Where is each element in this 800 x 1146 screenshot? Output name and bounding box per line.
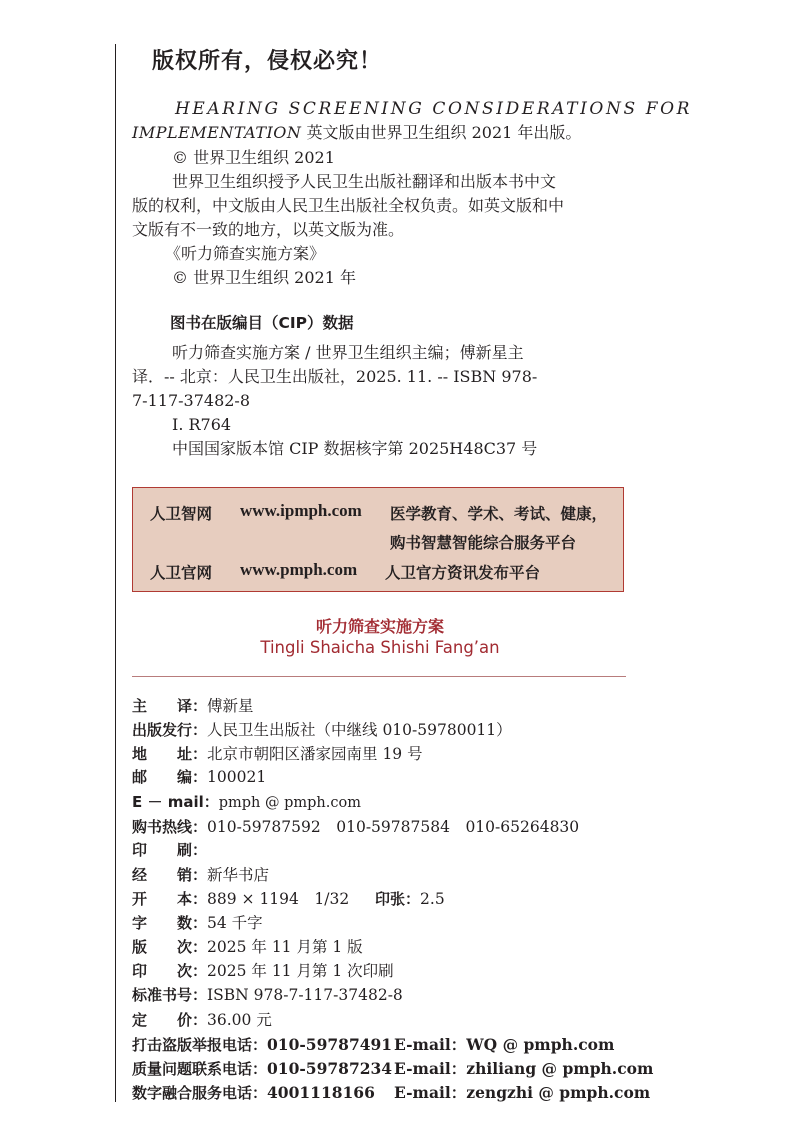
english-title-cont: IMPLEMENTATION	[132, 123, 302, 142]
colophon-edition: 版 次：2025 年 11 月第 1 版	[132, 938, 363, 956]
contact-digital: 数字融合服务电话：4001118166 E-mail：zengzhi @ pmph.com	[132, 1083, 651, 1102]
colophon-distributor: 经 销：新华书店	[132, 866, 270, 884]
site1-url[interactable]: www.ipmph.com	[240, 501, 362, 520]
english-title: HEARING SCREENING CONSIDERATIONS FOR	[175, 99, 693, 119]
who-copyright-1: © 世界卫生组织 2021	[172, 148, 335, 167]
site2-url[interactable]: www.pmph.com	[240, 560, 358, 579]
left-margin-rule	[115, 44, 116, 1102]
site2-name: 人卫官网	[150, 564, 213, 582]
cip-class-number: Ⅰ. R764	[172, 415, 232, 434]
colophon-translator: 主 译：傅新星	[132, 697, 254, 715]
book-title-pinyin: Tingli Shaicha Shishi Fang’an	[260, 638, 500, 657]
colophon-postcode: 邮 编：100021	[132, 768, 267, 786]
colophon-isbn: 标准书号：ISBN 978-7-117-37482-8	[132, 986, 403, 1004]
who-copyright-2: © 世界卫生组织 2021 年	[172, 268, 356, 287]
colophon-word-count: 字 数：54 千字	[132, 914, 263, 932]
colophon-hotline: 购书热线：010-59787592 010-59787584 010-65264830	[132, 818, 580, 836]
cip-data-number: 中国国家版本馆 CIP 数据核字第 2025H48C37 号	[172, 439, 538, 458]
publication-note: 英文版由世界卫生组织 2021 年出版。	[301, 123, 582, 142]
cip-line-3: 7-117-37482-8	[132, 391, 251, 410]
colophon-printing: 印 次：2025 年 11 月第 1 次印刷	[132, 962, 394, 980]
cip-heading: 图书在版编目（CIP）数据	[170, 314, 354, 332]
site1-description-2: 购书智慧智能综合服务平台	[390, 534, 577, 552]
copyright-notice: 版权所有，侵权必究！	[152, 49, 383, 74]
websites-box	[132, 487, 624, 592]
english-title-line2	[132, 121, 581, 145]
license-line-2: 版的权利，中文版由人民卫生出版社全权负责。如英文版和中	[132, 196, 565, 215]
chinese-title-quoted: 《听力筛查实施方案》	[165, 244, 326, 263]
colophon-publisher: 出版发行：人民卫生出版社（中继线 010-59780011）	[132, 721, 512, 739]
colophon-printer: 印 刷：	[132, 841, 208, 859]
book-title-chinese: 听力筛查实施方案	[315, 617, 444, 636]
site2-description: 人卫官方资讯发布平台	[385, 564, 541, 582]
site1-name: 人卫智网	[150, 505, 213, 523]
site1-description-1: 医学教育、学术、考试、健康，	[390, 505, 608, 523]
license-line-3: 文版有不一致的地方，以英文版为准。	[132, 220, 405, 239]
contact-piracy: 打击盗版举报电话：010-59787491 E-mail：WQ @ pmph.com	[132, 1035, 615, 1054]
title-divider	[132, 676, 626, 677]
license-line-1: 世界卫生组织授予人民卫生出版社翻译和出版本书中文	[172, 172, 557, 191]
colophon-email: E － mail：pmph @ pmph.com	[132, 793, 361, 811]
colophon-address: 地 址：北京市朝阳区潘家园南里 19 号	[132, 745, 423, 763]
colophon-format: 开 本：889 × 1194 1/32 印张：2.5	[132, 890, 445, 908]
colophon-price: 定 价：36.00 元	[132, 1011, 272, 1029]
cip-line-2: 译．-- 北京：人民卫生出版社，2025. 11. -- ISBN 978-	[132, 367, 538, 386]
contact-quality: 质量问题联系电话：010-59787234 E-mail：zhiliang @ pmph.com	[132, 1059, 654, 1078]
cip-line-1: 听力筛查实施方案 / 世界卫生组织主编；傅新星主	[172, 343, 524, 362]
